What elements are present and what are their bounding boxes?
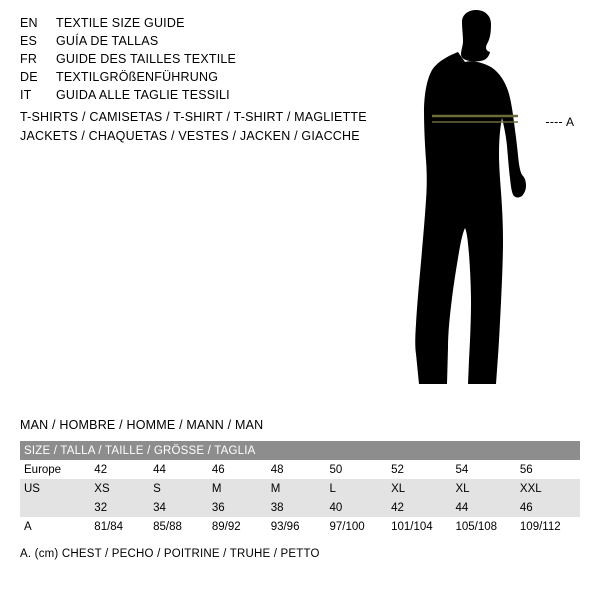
language-title: GUÍA DE TALLAS	[56, 34, 159, 48]
measure-label-a: A	[566, 115, 575, 129]
garment-category-block	[20, 110, 420, 148]
cell: 44	[149, 460, 208, 479]
cell: 42	[387, 498, 451, 517]
cell: 32	[90, 498, 149, 517]
table-header-row	[20, 441, 580, 460]
row-label: US	[20, 479, 90, 498]
table-title: MAN / HOMBRE / HOMME / MANN / MAN	[20, 418, 264, 432]
cell: 93/96	[267, 517, 326, 536]
cell: XL	[452, 479, 516, 498]
cell: XXL	[516, 479, 580, 498]
language-code: FR	[20, 52, 38, 66]
cell: 85/88	[149, 517, 208, 536]
language-title: TEXTILE SIZE GUIDE	[56, 16, 185, 30]
footnote: A. (cm) CHEST / PECHO / POITRINE / TRUHE / PETTO	[20, 548, 320, 560]
row-label: Europe	[20, 460, 90, 479]
cell: 54	[452, 460, 516, 479]
cell: 81/84	[90, 517, 149, 536]
language-row	[20, 88, 400, 106]
language-row	[20, 34, 400, 52]
table-row	[20, 517, 580, 536]
cell: 109/112	[516, 517, 580, 536]
language-header-block	[20, 16, 400, 106]
cell: 46	[208, 460, 267, 479]
cell: L	[325, 479, 387, 498]
language-row	[20, 70, 400, 88]
table-row	[20, 498, 580, 517]
row-label	[20, 498, 90, 517]
body-figure	[400, 10, 600, 410]
cell: S	[149, 479, 208, 498]
cell: 36	[208, 498, 267, 517]
cell: 101/104	[387, 517, 451, 536]
man-silhouette-icon	[400, 10, 600, 410]
table-row	[20, 479, 580, 498]
language-row	[20, 52, 400, 70]
cell: 38	[267, 498, 326, 517]
language-row	[20, 16, 400, 34]
cell: 34	[149, 498, 208, 517]
cell: 97/100	[325, 517, 387, 536]
size-table	[20, 441, 580, 536]
cell: 89/92	[208, 517, 267, 536]
cell: 105/108	[452, 517, 516, 536]
cell: 42	[90, 460, 149, 479]
cell: M	[208, 479, 267, 498]
row-label: A	[20, 517, 90, 536]
cell: XL	[387, 479, 451, 498]
cell: 44	[452, 498, 516, 517]
cell: 50	[325, 460, 387, 479]
cell: 48	[267, 460, 326, 479]
language-code: EN	[20, 16, 38, 30]
language-title: TEXTILGRÖßENFÜHRUNG	[56, 70, 219, 84]
cell: 40	[325, 498, 387, 517]
table-header-label: SIZE / TALLA / TAILLE / GRÖSSE / TAGLIA	[20, 441, 580, 460]
cell: 46	[516, 498, 580, 517]
language-code: DE	[20, 70, 38, 84]
cell: 56	[516, 460, 580, 479]
language-code: ES	[20, 34, 38, 48]
cell: 52	[387, 460, 451, 479]
measure-leader-line	[546, 122, 562, 123]
language-code: IT	[20, 88, 32, 102]
cell: M	[267, 479, 326, 498]
cell: XS	[90, 479, 149, 498]
language-title: GUIDE DES TAILLES TEXTILE	[56, 52, 237, 66]
category-jackets: JACKETS / CHAQUETAS / VESTES / JACKEN / GIACCHE	[20, 129, 360, 143]
language-title: GUIDA ALLE TAGLIE TESSILI	[56, 88, 230, 102]
table-row	[20, 460, 580, 479]
category-tshirts: T-SHIRTS / CAMISETAS / T-SHIRT / T-SHIRT / MAGLIETTE	[20, 110, 367, 124]
